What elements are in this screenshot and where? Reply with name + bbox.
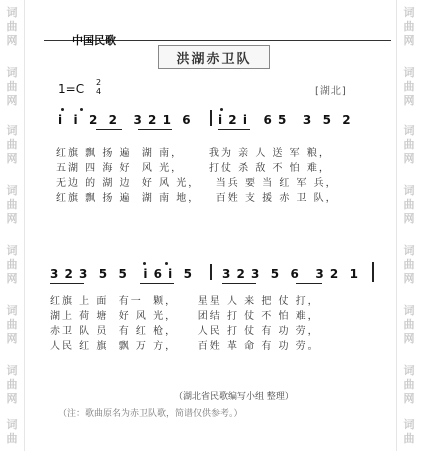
- beam: [296, 283, 322, 284]
- lyric-line: 无边 的 湖 边 好 风 光， 当兵 要 当 红 军 兵，: [56, 178, 338, 189]
- watermark-char: 词: [403, 244, 415, 257]
- watermark-char: 词: [403, 304, 415, 317]
- watermark-char: 网: [403, 94, 415, 107]
- lyric-line: 人民 红 旗 飘 万 方， 百姓 革 命 有 功 劳。: [50, 341, 320, 352]
- watermark-char: 网: [403, 212, 415, 225]
- key-signature: 1=C: [58, 82, 85, 96]
- watermark-char: 网: [6, 34, 18, 47]
- watermark-char: 网: [403, 34, 415, 47]
- watermark-char: 曲: [403, 80, 415, 93]
- watermark-char: 曲: [403, 20, 415, 33]
- watermark-char: 曲: [403, 258, 415, 271]
- octave-dot: [165, 262, 168, 265]
- song-title: 洪湖赤卫队: [176, 52, 252, 67]
- watermark-char: 网: [6, 392, 18, 405]
- watermark-char: 曲: [403, 318, 415, 331]
- watermark-char: 词: [6, 124, 18, 137]
- octave-dot: [143, 262, 146, 265]
- final-barline: [372, 262, 374, 282]
- watermark-char: 词: [403, 184, 415, 197]
- source-credit: （湖北省民歌编写小组 整理）: [174, 392, 294, 402]
- watermark-char: 网: [6, 212, 18, 225]
- watermark-char: 词: [403, 66, 415, 79]
- watermark-char: 网: [403, 392, 415, 405]
- beam: [222, 283, 256, 284]
- watermark-char: 网: [6, 332, 18, 345]
- lyric-line: 红旗 飘 扬 遍 湖 南 地， 百姓 支 援 赤 卫 队，: [56, 193, 338, 204]
- watermark-char: 词: [403, 124, 415, 137]
- watermark-char: 曲: [403, 378, 415, 391]
- watermark-char: 曲: [403, 198, 415, 211]
- notation-line2-right: 3 2 3 5 6 3 2 1: [222, 267, 359, 281]
- lyric-line: 湖上 荷 塘 好 风 光， 团结 打 仗 不 怕 难，: [50, 311, 320, 322]
- watermark-char: 词: [6, 418, 18, 431]
- origin-label: [湖北]: [315, 86, 347, 97]
- lyric-line: 红旗 上 面 有一 颗， 星星 人 来 把 仗 打，: [50, 296, 320, 307]
- barline: [210, 110, 212, 126]
- watermark-char: 曲: [6, 20, 18, 33]
- footnote: （注：歌曲原名为赤卫队歌，简谱仅供参考。）: [58, 409, 243, 419]
- watermark-strip-right: [396, 0, 421, 451]
- watermark-char: 网: [6, 94, 18, 107]
- watermark-char: 词: [6, 244, 18, 257]
- lyric-line: 五湖 四 海 好 风 光， 打仗 杀 敌 不 怕 难，: [56, 163, 331, 174]
- octave-dot: [220, 108, 223, 111]
- watermark-char: 词: [6, 66, 18, 79]
- watermark-char: 词: [6, 184, 18, 197]
- watermark-char: 词: [6, 304, 18, 317]
- watermark-char: 曲: [6, 432, 18, 445]
- watermark-char: 网: [403, 272, 415, 285]
- beam: [50, 283, 84, 284]
- beam: [140, 283, 174, 284]
- beam: [96, 129, 122, 130]
- notation-line2-left: 3 2 3 5 5 i 6 i 5: [50, 267, 193, 281]
- watermark-char: 曲: [6, 138, 18, 151]
- watermark-char: 词: [6, 364, 18, 377]
- time-signature: [96, 78, 101, 96]
- beam: [218, 129, 250, 130]
- watermark-char: 词: [403, 418, 415, 431]
- lyric-line: 赤卫 队 员 有 红 枪， 人民 打 仗 有 功 劳，: [50, 326, 320, 337]
- watermark-char: 词: [403, 6, 415, 19]
- watermark-char: 词: [403, 364, 415, 377]
- barline: [210, 264, 212, 280]
- watermark-char: 网: [403, 332, 415, 345]
- watermark-char: 曲: [6, 318, 18, 331]
- watermark-strip-left: [0, 0, 25, 451]
- watermark-char: 曲: [403, 432, 415, 445]
- octave-dot: [80, 108, 83, 111]
- watermark-char: 网: [6, 272, 18, 285]
- watermark-char: 网: [6, 152, 18, 165]
- lyric-line: 红旗 飘 扬 遍 湖 南， 我为 亲 人 送 军 粮，: [56, 148, 331, 159]
- notation-line1-left: i i 2 2 3 2 1 6: [58, 113, 192, 127]
- meter-top: 2: [96, 78, 102, 87]
- watermark-char: 曲: [6, 258, 18, 271]
- watermark-char: 曲: [6, 378, 18, 391]
- meter-bottom: 4: [96, 87, 102, 96]
- watermark-char: 词: [6, 6, 18, 19]
- category-label: 中国民歌: [72, 34, 116, 47]
- notation-line1-right: i 2 i 6 5 3 5 2: [218, 113, 352, 127]
- watermark-char: 曲: [6, 198, 18, 211]
- watermark-char: 曲: [403, 138, 415, 151]
- beam: [138, 129, 172, 130]
- octave-dot: [61, 108, 64, 111]
- watermark-char: 曲: [6, 80, 18, 93]
- watermark-char: 网: [403, 152, 415, 165]
